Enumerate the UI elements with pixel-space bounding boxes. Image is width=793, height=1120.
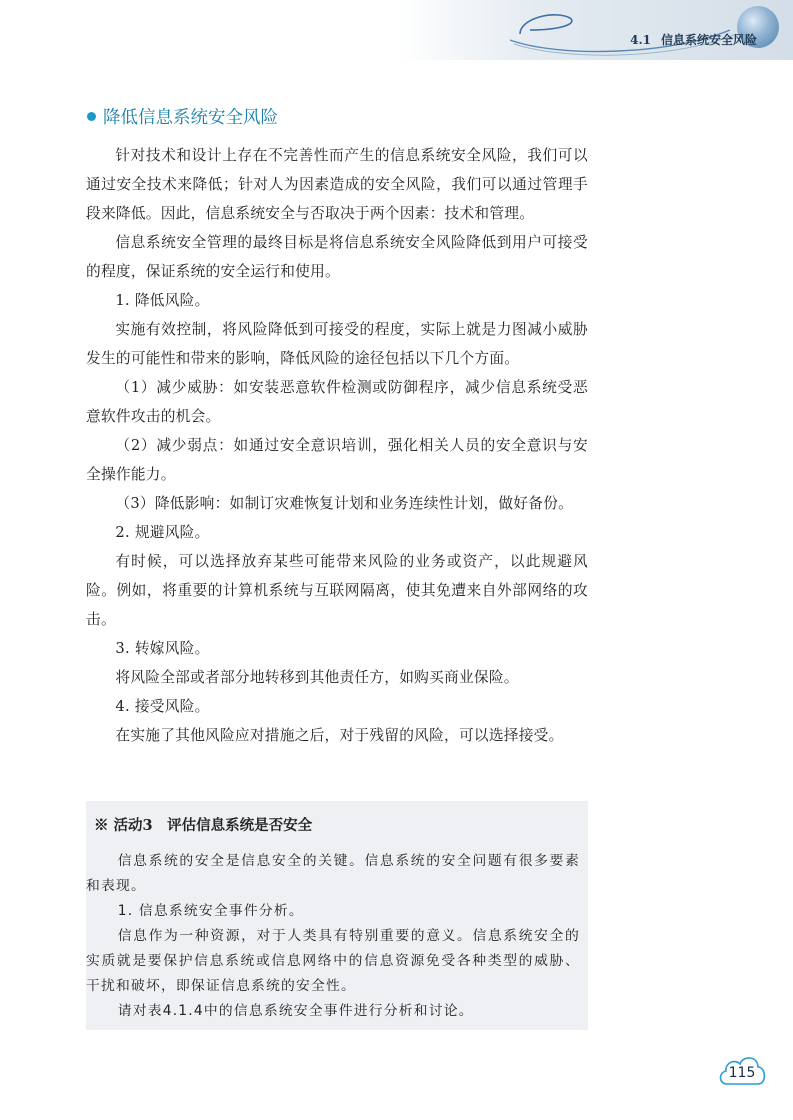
list-item: （1）减少威胁：如安装恶意软件检测或防御程序，减少信息系统受恶意软件攻击的机会。 xyxy=(86,379,588,425)
paragraph: 将风险全部或者部分地转移到其他责任方，如购买商业保险。 xyxy=(115,669,519,686)
bullet-dot-icon xyxy=(87,112,96,121)
activity-paragraph: 请对表4.1.4中的信息系统安全事件进行分析和讨论。 xyxy=(117,1003,474,1019)
list-heading: 1. 降低风险。 xyxy=(115,292,210,309)
activity-title: ※ 活动3 评估信息系统是否安全 xyxy=(94,817,313,834)
activity-body xyxy=(86,849,580,1024)
paragraph: 信息系统安全管理的最终目标是将信息系统安全风险降低到用户可接受的程度，保证系统的安全运行和使用。 xyxy=(86,234,588,280)
main-content xyxy=(86,141,588,750)
page-number: 115 xyxy=(728,1065,756,1081)
activity-paragraph: 信息作为一种资源，对于人类具有特别重要的意义。信息系统安全的实质就是要保护信息系统或信息网络中的信息资源免受各种类型的威胁、干扰和破坏，即保证信息系统的安全性。 xyxy=(86,928,580,994)
paragraph: 在实施了其他风险应对措施之后，对于残留的风险，可以选择接受。 xyxy=(115,727,564,744)
list-heading: 2. 规避风险。 xyxy=(115,524,210,541)
list-item: （3）降低影响：如制订灾难恢复计划和业务连续性计划，做好备份。 xyxy=(115,495,574,512)
list-heading: 4. 接受风险。 xyxy=(115,698,210,715)
activity-box xyxy=(86,801,588,1030)
section-title-text: 降低信息系统安全风险 xyxy=(103,108,278,128)
header-section-number: 4.1 xyxy=(630,33,651,47)
page-number-cloud xyxy=(716,1048,768,1090)
section-title xyxy=(87,104,278,129)
header-section-title: 信息系统安全风险 xyxy=(660,33,757,47)
list-item: （2）减少弱点：如通过安全意识培训，强化相关人员的安全意识与安全操作能力。 xyxy=(86,437,588,483)
running-header xyxy=(630,31,757,48)
paragraph: 针对技术和设计上存在不完善性而产生的信息系统安全风险，我们可以通过安全技术来降低；针对人为因素造成的安全风险，我们可以通过管理手段来降低。因此，信息系统安全与否取决于两个因素：技术和管理。 xyxy=(86,147,588,222)
header-swoosh-decoration xyxy=(500,0,740,60)
activity-paragraph: 信息系统的安全是信息安全的关键。信息系统的安全问题有很多要素和表现。 xyxy=(86,853,580,894)
paragraph: 实施有效控制，将风险降低到可接受的程度，实际上就是力图减小威胁发生的可能性和带来的影响，降低风险的途径包括以下几个方面。 xyxy=(86,321,588,367)
paragraph: 有时候，可以选择放弃某些可能带来风险的业务或资产，以此规避风险。例如，将重要的计算机系统与互联网隔离，使其免遭来自外部网络的攻击。 xyxy=(86,553,588,628)
list-heading: 3. 转嫁风险。 xyxy=(115,640,210,657)
activity-list-heading: 1. 信息系统安全事件分析。 xyxy=(117,903,304,919)
